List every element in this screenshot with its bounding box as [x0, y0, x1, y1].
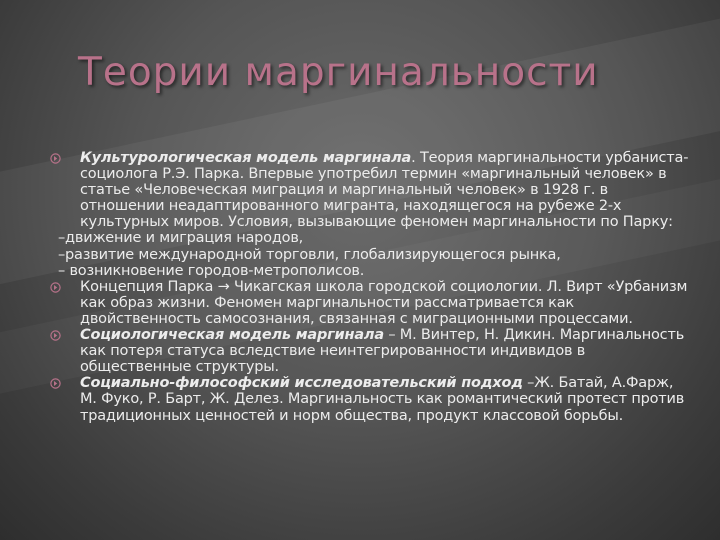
bold-italic-term: Социологическая модель маргинала [80, 327, 384, 344]
bullet-paragraph [52, 279, 692, 327]
paragraph-text: – М. Винтер, Н. Дикин. Маргинальность как потеря статуса вследствие неинтегрированности индивидов в общественные структуры. [80, 327, 685, 376]
circled-arrow-bullet-icon [50, 282, 61, 293]
bullet-paragraph [52, 150, 692, 230]
circled-arrow-bullet-icon [50, 153, 61, 164]
slide-title: Теории маргинальности [78, 50, 599, 95]
bullet-paragraph [52, 327, 692, 375]
bold-italic-term: Культурологическая модель маргинала [80, 150, 412, 166]
paragraph-text: –Ж. Батай, А.Фарж, М. Фуко, Р. Барт, Ж. Делез. Маргинальность как романтический протест против традиционных ценностей и норм общества, продукт классовой борьбы. [80, 375, 685, 424]
list-line: –движение и миграция народов, [58, 230, 304, 247]
paragraph-text: Концепция Парка → Чикагская школа городской социологии. Л. Вирт «Урбанизм как образ жизни. Феномен маргинальности рассматривается как двойственность самосознания, связанная с миграционными процессами. [80, 278, 688, 327]
bullet-paragraph [52, 375, 692, 423]
paragraph-text: . Теория маргинальности урбаниста-социолога Р.Э. Парка. Впервые употребил термин «маргинальный человек» в статье «Человеческая миграция и маргинальный человек» в 1928 г. в отношении неадаптированного мигранта, находящегося на рубеже 2-х культурных миров. Условия, вызывающие феномен маргинальности по Парку: [80, 150, 689, 231]
slide-body [52, 150, 692, 424]
circled-arrow-bullet-icon [50, 378, 61, 389]
circled-arrow-bullet-icon [50, 330, 61, 341]
list-line: –развитие международной торговли, глобализирующегося рынка, [58, 246, 561, 263]
list-line: – возникновение городов-метрополисов. [58, 262, 365, 279]
bold-italic-term: Социально-философский исследовательский подход [80, 375, 523, 392]
